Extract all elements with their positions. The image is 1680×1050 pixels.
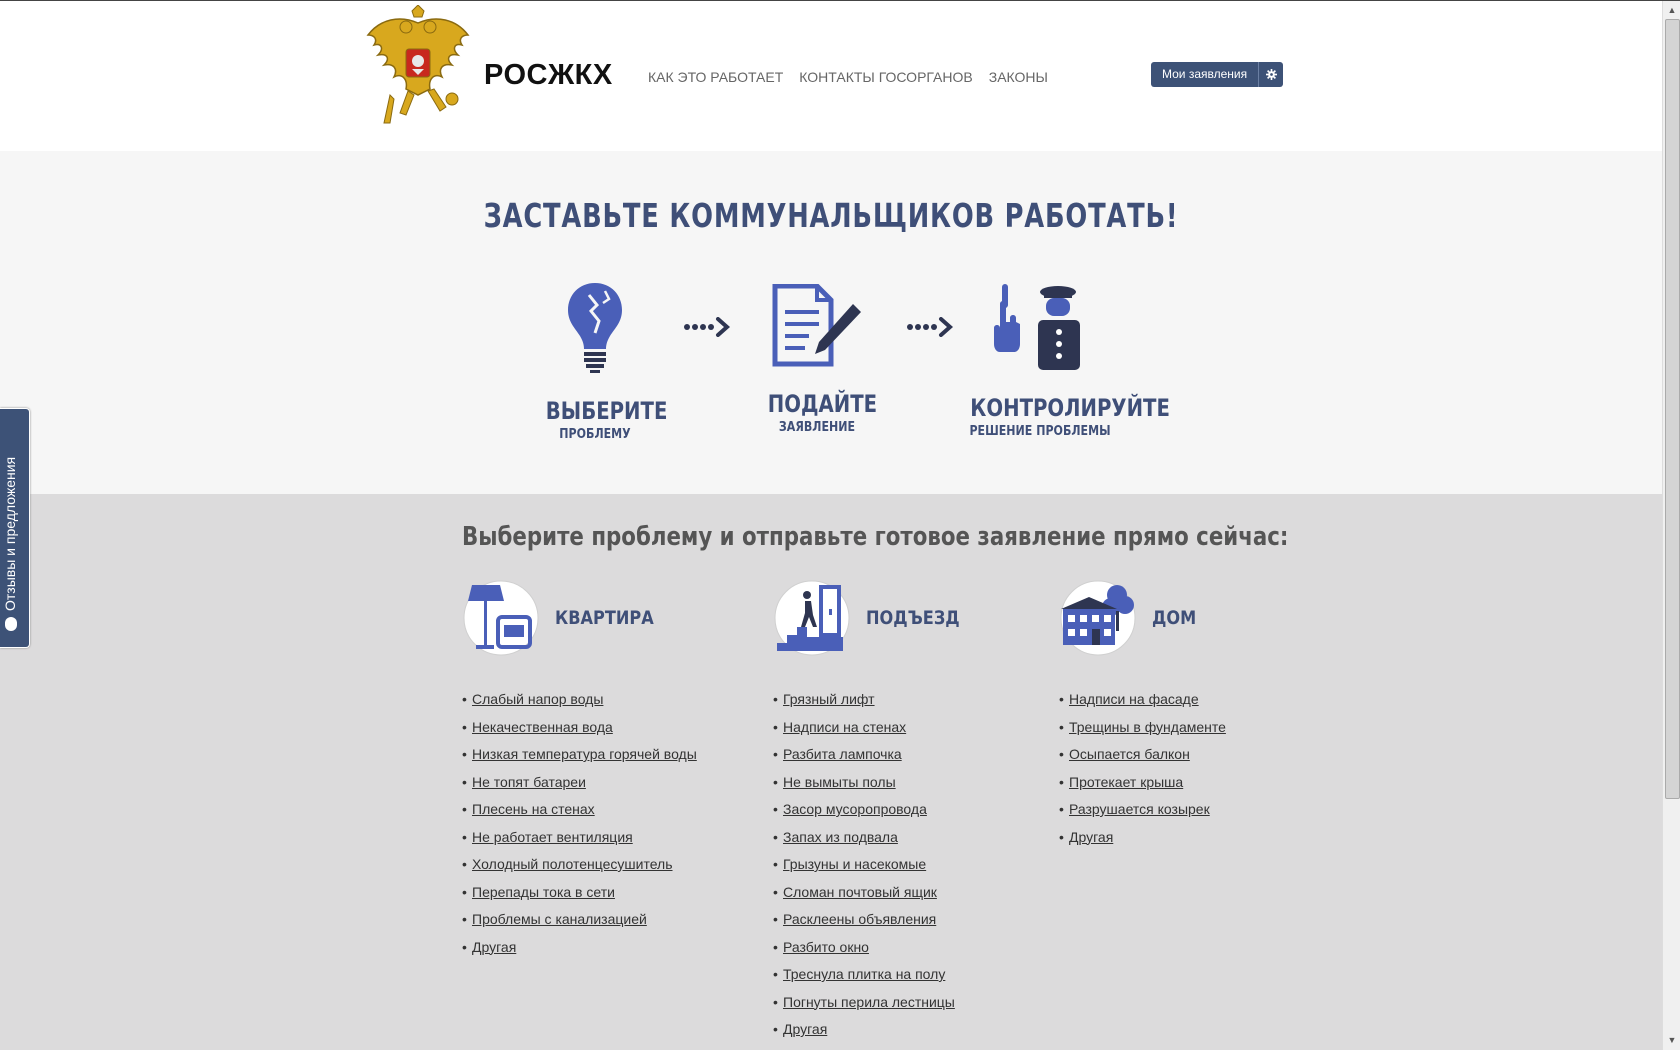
list-item: • Трещины в фундаменте	[1059, 718, 1226, 735]
list-item: • Проблемы с канализацией	[462, 911, 647, 927]
list-item: • Холодный полотенцесушитель	[462, 856, 673, 872]
list-item: • Треснула плитка на полу	[773, 966, 946, 982]
apartment-lamp-chair-icon	[462, 579, 540, 657]
problem-link[interactable]: Холодный полотенцесушитель	[472, 856, 673, 872]
nav-how-it-works[interactable]: КАК ЭТО РАБОТАЕТ	[648, 69, 784, 85]
problem-link[interactable]: Проблемы с канализацией	[472, 911, 647, 927]
entrance-stairs-icon	[773, 579, 851, 657]
list-item: • Низкая температура горячей воды	[462, 746, 697, 762]
list-item: • Разбито окно	[773, 938, 869, 955]
problem-list	[773, 686, 976, 1044]
problem-link[interactable]: Другая	[1069, 828, 1114, 845]
category-title: ДОМ	[1152, 607, 1197, 629]
problem-link[interactable]: Некачественная вода	[472, 718, 613, 735]
list-item: • Грязный лифт	[773, 691, 875, 707]
problem-link[interactable]: Слабый напор воды	[472, 691, 604, 707]
step-title: КОНТРОЛИРУЙТЕ	[970, 394, 1170, 422]
problem-link[interactable]: Надписи на стенах	[783, 718, 907, 735]
list-item: • Надписи на стенах	[773, 718, 907, 735]
feedback-label-text: Отзывы и предложения	[2, 456, 18, 611]
chat-bubble-icon	[5, 617, 17, 631]
list-item: • Перепады тока в сети	[462, 883, 615, 900]
hero-section	[0, 151, 1662, 494]
site-header	[0, 1, 1662, 151]
list-item: • Другая	[1059, 828, 1114, 845]
problem-link[interactable]: Плесень на стенах	[472, 801, 595, 817]
problem-link[interactable]: Расклеены объявления	[783, 911, 937, 927]
arrow-right-icon	[683, 317, 731, 337]
lightbulb-icon	[565, 281, 625, 375]
category-title: ПОДЪЕЗД	[866, 607, 960, 629]
list-item: • Некачественная вода	[462, 718, 613, 735]
problem-link[interactable]: Разрушается козырек	[1069, 801, 1210, 817]
document-pen-icon	[769, 284, 865, 368]
problem-link[interactable]: Грязный лифт	[783, 691, 875, 707]
list-item: • Не работает вентиляция	[462, 828, 633, 845]
list-item: • Разбита лампочка	[773, 746, 902, 762]
police-officer-icon	[992, 282, 1088, 372]
category-entrance	[773, 578, 976, 1044]
problem-link[interactable]: Засор мусоропровода	[783, 801, 927, 817]
problem-link[interactable]: Не вымыты полы	[783, 773, 896, 790]
scroll-thumb[interactable]	[1665, 19, 1680, 799]
gear-icon	[1266, 69, 1277, 80]
list-item: • Протекает крыша	[1059, 773, 1184, 790]
list-item: • Сломан почтовый ящик	[773, 883, 937, 900]
category-header[interactable]	[1059, 578, 1226, 658]
site-logo-text[interactable]: РОСЖКХ	[484, 59, 613, 91]
list-item: • Запах из подвала	[773, 828, 898, 845]
list-item: • Погнуты перила лестницы	[773, 993, 955, 1010]
list-item: • Не топят батареи	[462, 773, 586, 790]
list-item: • Грызуны и насекомые	[773, 856, 927, 872]
problem-link[interactable]: Сломан почтовый ящик	[783, 883, 937, 900]
step-subtitle: РЕШЕНИЕ ПРОБЛЕМЫ	[969, 424, 1111, 439]
category-header[interactable]	[462, 578, 697, 658]
problem-link[interactable]: Треснула плитка на полу	[783, 966, 946, 982]
step-submit-request	[757, 284, 877, 435]
scroll-down-button[interactable]: ▼	[1667, 1035, 1677, 1045]
problem-link[interactable]: Другая	[783, 1021, 828, 1037]
problem-link[interactable]: Низкая температура горячей воды	[472, 746, 697, 762]
my-requests-button[interactable]: Мои заявления	[1151, 62, 1258, 87]
problem-link[interactable]: Разбита лампочка	[783, 746, 902, 762]
step-subtitle: ЗАЯВЛЕНИЕ	[778, 420, 856, 435]
category-apartment	[462, 578, 697, 961]
problem-link[interactable]: Погнуты перила лестницы	[783, 993, 955, 1010]
category-header[interactable]	[773, 578, 976, 658]
step-title: ПОДАЙТЕ	[767, 390, 878, 418]
main-nav	[648, 69, 1048, 85]
problem-link[interactable]: Запах из подвала	[783, 828, 898, 845]
vertical-scrollbar[interactable]	[1662, 1, 1680, 1050]
problem-link[interactable]: Осыпается балкон	[1069, 746, 1190, 762]
list-item: • Засор мусоропровода	[773, 801, 927, 817]
category-house	[1059, 578, 1226, 851]
problem-list	[1059, 686, 1226, 851]
list-item: • Слабый напор воды	[462, 691, 604, 707]
my-requests-group	[1151, 62, 1283, 87]
step-control-resolution	[955, 282, 1170, 439]
step-subtitle: ПРОБЛЕМУ	[559, 427, 631, 442]
coat-of-arms-icon[interactable]	[360, 5, 476, 127]
problem-link[interactable]: Другая	[472, 938, 517, 955]
problem-list	[462, 686, 697, 961]
scroll-up-button[interactable]: ▲	[1667, 5, 1677, 15]
list-item: • Разрушается козырек	[1059, 801, 1210, 817]
feedback-tab-label	[2, 431, 18, 631]
arrow-right-icon	[906, 317, 954, 337]
hero-title: ЗАСТАВЬТЕ КОММУНАЛЬЩИКОВ РАБОТАТЬ!	[483, 196, 1179, 235]
nav-gov-contacts[interactable]: КОНТАКТЫ ГОСОРГАНОВ	[799, 69, 973, 85]
feedback-tab[interactable]	[0, 408, 30, 648]
nav-laws[interactable]: ЗАКОНЫ	[988, 69, 1048, 85]
problem-link[interactable]: Надписи на фасаде	[1069, 691, 1199, 707]
settings-button[interactable]	[1258, 62, 1283, 87]
problem-link[interactable]: Трещины в фундаменте	[1069, 718, 1226, 735]
list-item: • Другая	[462, 938, 517, 955]
problem-link[interactable]: Протекает крыша	[1069, 773, 1184, 790]
list-item: • Расклеены объявления	[773, 911, 937, 927]
problem-link[interactable]: Грызуны и насекомые	[783, 856, 927, 872]
list-item: • Не вымыты полы	[773, 773, 896, 790]
list-item: • Надписи на фасаде	[1059, 691, 1199, 707]
category-title: КВАРТИРА	[555, 607, 654, 629]
problem-link[interactable]: Не топят батареи	[472, 773, 586, 790]
list-item: • Осыпается балкон	[1059, 746, 1190, 762]
house-tree-icon	[1059, 579, 1137, 657]
section-title: Выберите проблему и отправьте готовое заявление прямо сейчас:	[462, 522, 1289, 552]
list-item: • Плесень на стенах	[462, 801, 595, 817]
problem-link[interactable]: Перепады тока в сети	[472, 883, 615, 900]
problem-link[interactable]: Разбито окно	[783, 938, 869, 955]
step-title: ВЫБЕРИТЕ	[545, 397, 668, 425]
list-item: • Другая	[773, 1021, 828, 1037]
step-choose-problem	[535, 281, 668, 442]
problem-link[interactable]: Не работает вентиляция	[472, 828, 633, 845]
